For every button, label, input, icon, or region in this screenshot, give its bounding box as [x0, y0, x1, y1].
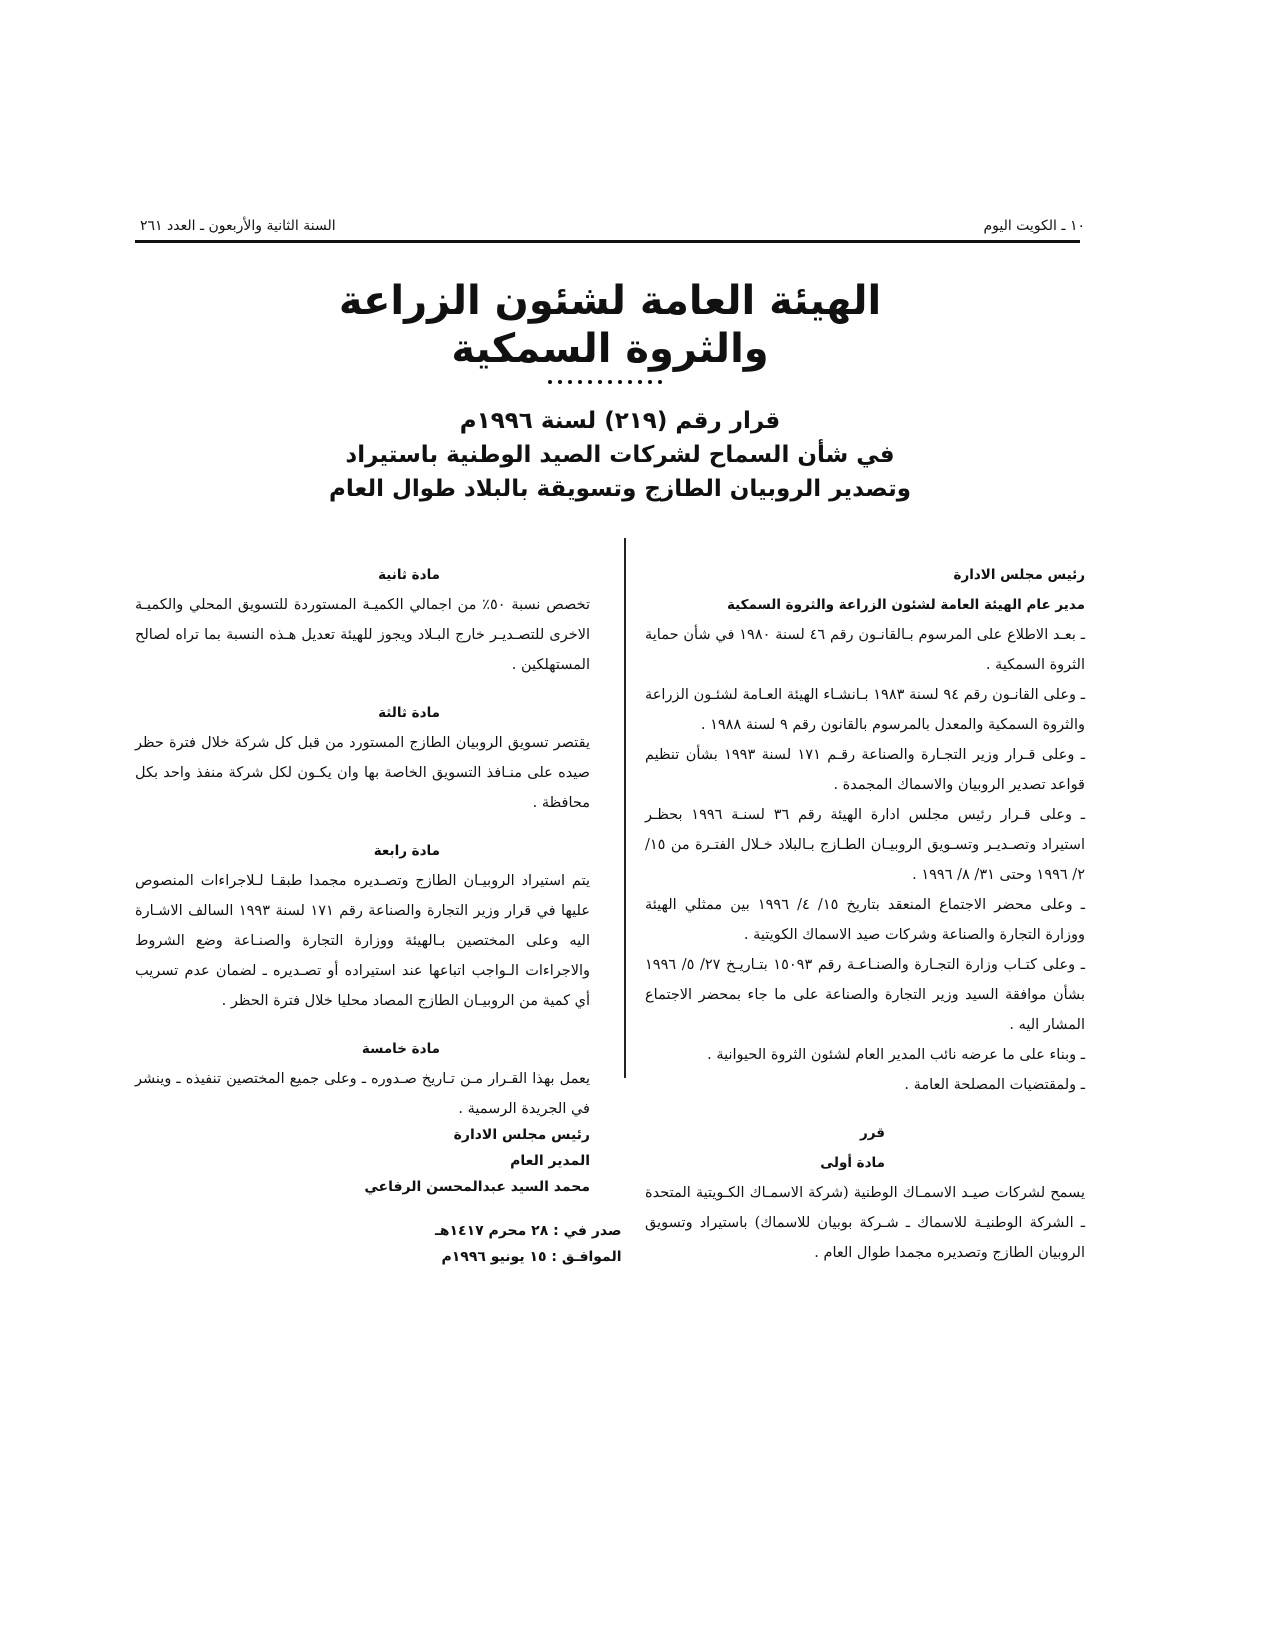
preamble-paragraph: ـ بعـد الاطلاع على المرسوم بـالقانـون رقم ٤٦ لسنة ١٩٨٠ في شأن حماية الثروة السمكية . [645, 627, 1085, 673]
article-1-heading: مادة أولى [820, 1155, 885, 1171]
preamble-column [645, 560, 1085, 1268]
title-line-2: في شأن السماح لشركات الصيد الوطنية باستيراد [345, 442, 895, 468]
signature-block [364, 1122, 590, 1200]
preamble-paragraph: ـ وعلى قـرار رئيس مجلس ادارة الهيئة رقم ٣٦ لسنـة ١٩٩٦ بحظـر استيراد وتصـديـر وتسـويق الروبيـان الطـازج بـالبلاد خـلال الفتـرة من ١٥/ ٢/ ١٩٩٦ وحتى ٣١/ ٨/ ١٩٩٦ . [645, 807, 1085, 883]
article-4-heading: مادة رابعة [373, 843, 440, 859]
header-issue-info: السنة الثانية والأربعون ـ العدد ٢٦١ [140, 218, 336, 234]
title-line-3: وتصدير الروبيان الطازج وتسويقة بالبلاد طوال العام [328, 476, 912, 502]
header-page-info: ١٠ ـ الكويت اليوم [983, 218, 1085, 234]
article-3-text: يقتصر تسويق الروبيان الطازج المستورد من قبل كل شركة خلال فترة حظر صيده على منـافذ التسويق الخاصة بها وان يكـون لكل شركة منفذ واحد بكل محافظة . [135, 735, 590, 811]
authority-calligraphy-logo [338, 262, 882, 392]
article-5-heading: مادة خامسة [361, 1041, 440, 1057]
logo-line-2: والثروة السمكية [451, 326, 769, 372]
decision-title [300, 404, 940, 506]
column-divider [624, 538, 626, 1078]
signature-title: رئيس مجلس الادارة [453, 1127, 590, 1143]
preamble-paragraph: ـ وعلى القانـون رقم ٩٤ لسنة ١٩٨٣ بـانشـاء الهيئة العـامة لشئـون الزراعة والثروة السمكية والمعدل بالمرسوم بالقانون رقم ٩ لسنة ١٩٨٨ . [645, 687, 1085, 733]
decided-heading: قرر [859, 1125, 885, 1141]
preamble-paragraph: ـ وعلى قـرار وزير التجـارة والصناعة رقـم ١٧١ لسنة ١٩٩٣ بشأن تنظيم قواعد تصدير الروبيان والاسماك المجمدة . [645, 747, 1085, 793]
preamble-paragraph: ـ وعلى كتـاب وزارة التجـارة والصنـاعـة رقم ١٥٠٩٣ بتـاريـخ ٢٧/ ٥/ ١٩٩٦ بشأن موافقة السيد وزير التجارة والصناعة على ما جاء بمحضر الاجتماع المشار اليه . [645, 957, 1085, 1033]
logo-ornament [548, 380, 662, 384]
article-2-heading: مادة ثانية [378, 567, 440, 583]
chairman-heading: رئيس مجلس الادارة [953, 567, 1085, 583]
articles-column [135, 560, 590, 1124]
signature-role: المدير العام [510, 1153, 590, 1169]
preamble-paragraph: ـ وعلى محضر الاجتماع المنعقد بتاريخ ١٥/ ٤/ ١٩٩٦ بين ممثلي الهيئة ووزارة التجارة والصناعة وشركات صيد الاسماك الكويتية . [645, 897, 1086, 943]
issue-date-block [435, 1218, 622, 1270]
preamble-paragraph: ـ وبناء على ما عرضه نائب المدير العام لشئون الثروة الحيوانية . [707, 1047, 1085, 1063]
header-rule [135, 240, 1080, 243]
article-2-text: تخصص نسبة ٥٠٪ من اجمالي الكميـة المستوردة للتسويق المحلي والكميـة الاخرى للتصـديـر خارج البـلاد ويجوز للهيئة تعديل هـذه النسبة بما تراه لصالح المستهلكين . [135, 597, 590, 673]
article-4-text: يتم استيراد الروبيـان الطازج وتصـديره مجمدا طبقـا لـلاجراءات المنصوص عليها في قرار وزير التجارة والصناعة رقم ١٧١ لسنة ١٩٩٣ السالف الاشـارة اليه وعلى المختصين بـالهيئة ووزارة التجارة والصنـاعة وضع الشروط والاجراءات الـواجب اتباعها عند استيراده أو تصـديره ـ لضمان عدم تسريب أي كمية من الروبيـان الطازج المصاد محليا خلال فترة الحظر . [135, 873, 590, 1009]
article-3-heading: مادة ثالثة [378, 705, 440, 721]
article-5-text: يعمل بهذا القـرار مـن تـاريخ صـدوره ـ وعلى جميع المختصين تنفيذه ـ وينشر في الجريدة الرسمية . [135, 1071, 590, 1117]
logo-line-1: الهيئة العامة لشئون الزراعة [338, 278, 882, 324]
signatory-name: محمد السيد عبدالمحسن الرفاعي [364, 1179, 590, 1195]
title-line-1: قرار رقم (٢١٩) لسنة ١٩٩٦م [459, 408, 781, 434]
issue-date-gregorian: الموافـق : ١٥ يونيو ١٩٩٦م [441, 1249, 622, 1265]
article-1-text: يسمح لشركات صيـد الاسمـاك الوطنية (شركة الاسمـاك الكـويتية المتحدة ـ الشركة الوطنيـة للاسماك ـ شـركة بوبيان للاسماك) باستيراد وتسويق الروبيان الطازج وتصديره مجمدا طوال العام . [645, 1185, 1085, 1261]
director-heading: مدير عام الهيئة العامة لشئون الزراعة والثروة السمكية [726, 597, 1085, 613]
issue-date-hijri: صدر في : ٢٨ محرم ١٤١٧هـ [435, 1223, 622, 1239]
preamble-paragraph: ـ ولمقتضيات المصلحة العامة . [904, 1077, 1085, 1093]
